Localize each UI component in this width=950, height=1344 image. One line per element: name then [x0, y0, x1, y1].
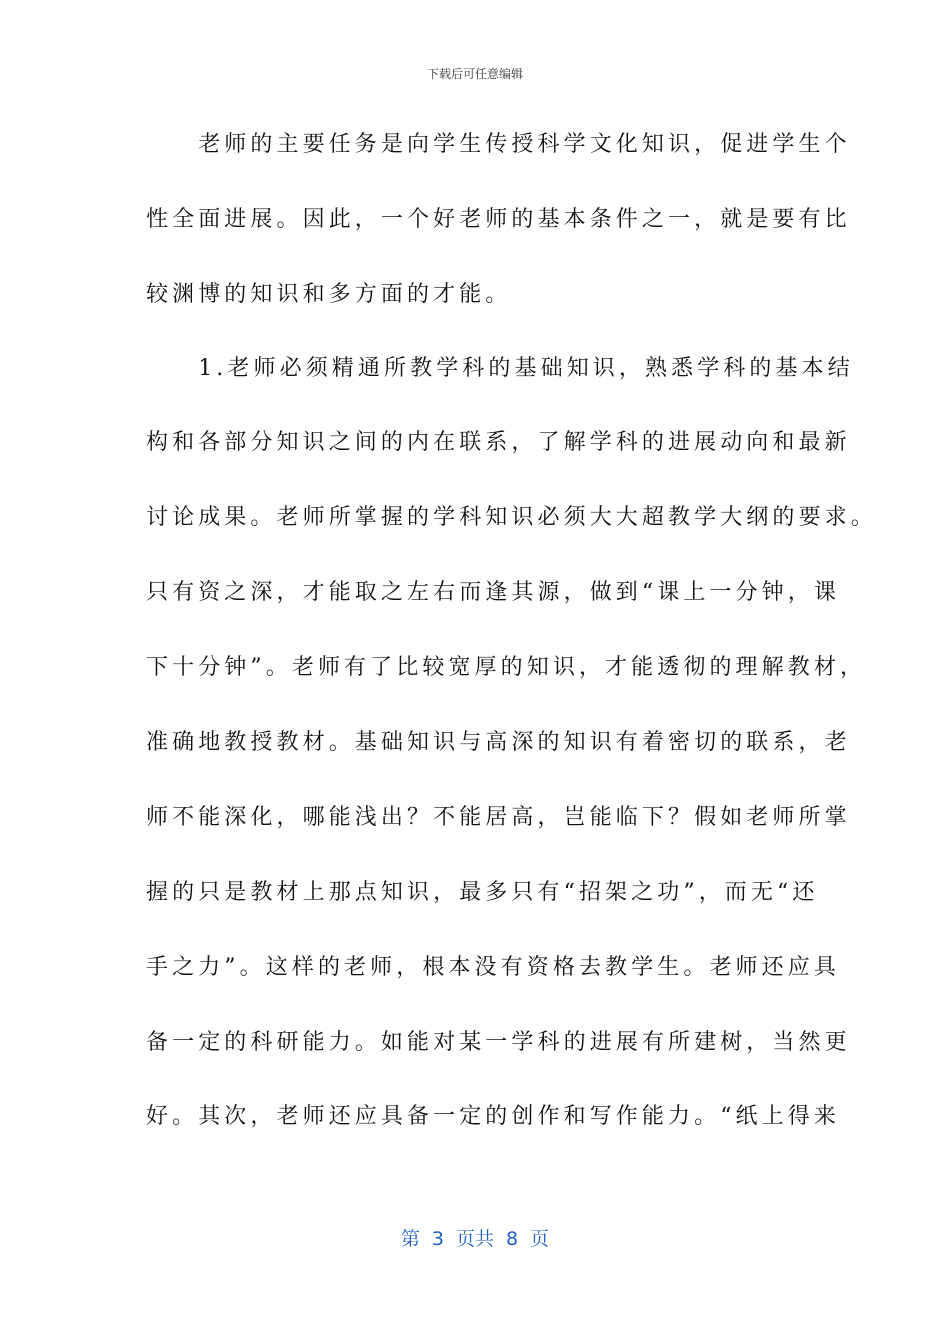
body-line: 准确地教授教材。基础知识与高深的知识有着密切的联系，老: [146, 730, 851, 755]
body-line: 手之力”。这样的老师，根本没有资格去教学生。老师还应具: [146, 955, 840, 980]
body-line: 只有资之深，才能取之左右而逢其源，做到“课上一分钟，课: [146, 580, 840, 605]
body-line: 构和各部分知识之间的内在联系，了解学科的进展动向和最新: [146, 430, 851, 455]
body-line: 讨论成果。老师所掌握的学科知识必须大大超教学大纲的要求。: [146, 505, 877, 530]
body-line: 备一定的科研能力。如能对某一学科的进展有所建树，当然更: [146, 1030, 851, 1055]
body-line: 较渊博的知识和多方面的才能。: [146, 282, 512, 307]
page-header: 下载后可任意编辑: [426, 67, 523, 81]
page-number-footer: 第 3 页共 8 页: [400, 1228, 550, 1250]
body-line: 1.老师必须精通所教学科的基础知识，熟悉学科的基本结: [146, 356, 854, 381]
body-line: 师不能深化，哪能浅出？不能居高，岂能临下？假如老师所掌: [146, 805, 851, 830]
body-line: 性全面进展。因此，一个好老师的基本条件之一，就是要有比: [146, 207, 851, 232]
body-line: 下十分钟”。老师有了比较宽厚的知识，才能透彻的理解教材，: [146, 655, 867, 680]
body-line: 握的只是教材上那点知识，最多只有“招架之功”，而无“还: [146, 880, 819, 905]
body-line: 好。其次，老师还应具备一定的创作和写作能力。“纸上得来: [146, 1104, 840, 1129]
body-line: 老师的主要任务是向学生传授科学文化知识，促进学生个: [146, 132, 851, 157]
